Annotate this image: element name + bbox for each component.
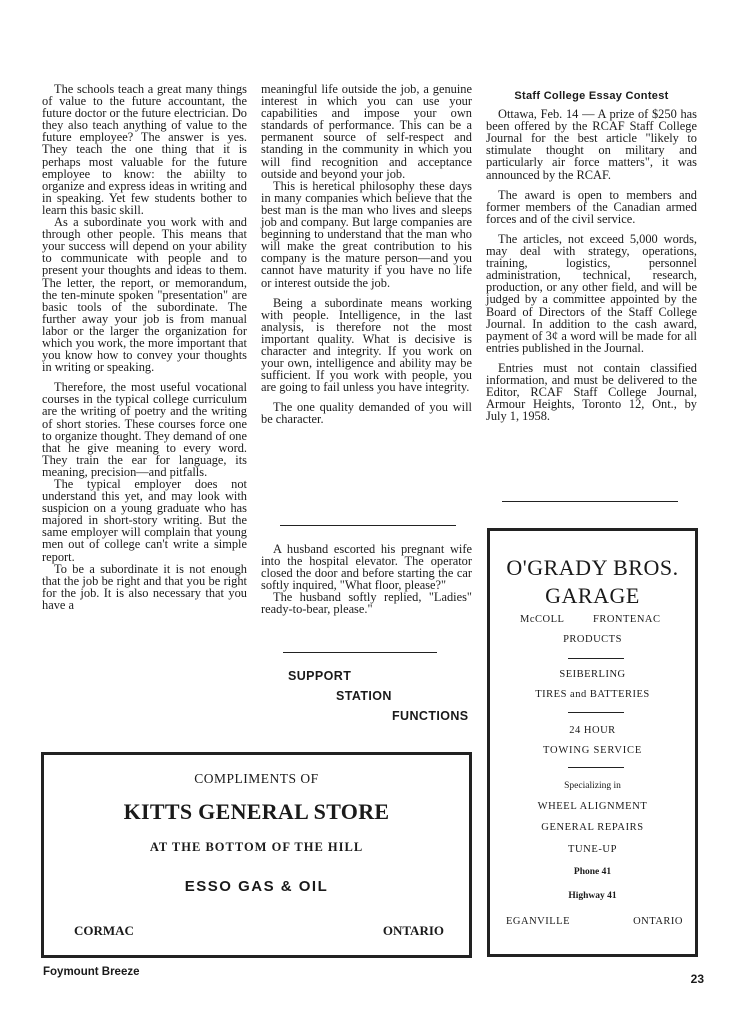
ad-compliments: COMPLIMENTS OF — [194, 771, 319, 786]
garage-name-line-1: O'GRADY BROS. — [506, 555, 679, 580]
ogrady-garage-ad — [487, 528, 698, 957]
tuneup-label: TUNE-UP — [567, 844, 618, 855]
divider — [568, 712, 624, 713]
hour-label: 24 HOUR — [569, 725, 616, 736]
article-paragraph: This is heretical philosophy these days in many companies which believe that the best man is the man who lives and sleeps job and company. But large companies are beginning to understand that the man who will make the great contribution to his company is the mature person—and you cannot have maturity if you have no life or interest outside the job. — [261, 178, 472, 290]
article-paragraph: As a subordinate you work with and through other people. This means that your success will depend on your ability to communicate with people and to present your thoughts and ideas to them. The letter, the report, or memorandum, the ten-minute spoken "presentation" are basic tools of the subordinate. The further away your job is from manual labor or the larger the organization for which you work, the more important that you know how to convey your thoughts in writing or speaking. — [42, 215, 247, 375]
seiberling-label: SEIBERLING — [559, 669, 626, 680]
article-paragraph: The one quality demanded of you will be character. — [261, 400, 472, 427]
garage-town: EGANVILLE — [506, 916, 570, 927]
highway-label: Highway 41 — [568, 891, 617, 901]
repairs-label: GENERAL REPAIRS — [541, 822, 644, 833]
publication-name: Foymount Breeze — [43, 966, 140, 978]
support-line-2: STATION — [336, 689, 392, 703]
divider — [283, 652, 437, 653]
article-paragraph: Being a subordinate means working with people. Intelligence, in the last analysis, is therefore not the most important quality. What is decisive is character and integrity. If you work on your own, intelligence and ability may be sufficient. If you work with people, you are going to fail unless you have integrity. — [261, 295, 472, 395]
support-line-1: SUPPORT — [288, 669, 352, 683]
divider — [568, 767, 624, 768]
joke-block — [261, 543, 472, 616]
towing-label: TOWING SERVICE — [542, 745, 643, 756]
joke-paragraph: A husband escorted his pregnant wife into the hospital elevator. The operator closed the door and before starting the car softly inquired, "What floor, please?" — [261, 542, 472, 593]
article-paragraph: The schools teach a great many things of value to the future accountant, the future doctor or the future electrician. Do they also teach anything of value to the future employee? The answer is yes. They teach the one thing that it is perhaps most valuable for the future employee to know: the abiilty to organize and express ideas in writing and in speaking. Yet few students bother to learn this basic skill. — [42, 82, 247, 217]
products-label: PRODUCTS — [563, 634, 622, 645]
kitts-general-store-ad — [41, 752, 472, 958]
store-town: CORMAC — [74, 923, 134, 938]
contest-article — [486, 90, 697, 422]
contest-paragraph: The articles, not exceed 5,000 words, may deal with strategy, operations, training, logistics, personnel administration, technical, research, production, or any other field, and will be judged by a committee appointed by the Board of Directors of the Staff College Journal. In addition to the cash award, payment of 3¢ a word will be made for all entries published in the Journal. — [486, 231, 697, 355]
contest-title: Staff College Essay Contest — [514, 90, 669, 102]
article-column-2 — [261, 83, 472, 426]
brand-mccoll: McCOLL — [520, 614, 565, 625]
store-location: AT THE BOTTOM OF THE HILL — [149, 840, 364, 854]
contest-paragraph: Ottawa, Feb. 14 — A prize of $250 has been offered by the RCAF Staff College Journal for the best article "likely to stimulate thought on military and particularly air force matters", it was announced by the RCAF. — [486, 107, 697, 182]
support-line-3: FUNCTIONS — [392, 709, 469, 723]
joke-paragraph: The husband softly replied, "Ladies" ready-to-bear, please." — [261, 590, 472, 617]
phone-label: Phone 41 — [573, 867, 612, 877]
store-name: KITTS GENERAL STORE — [123, 799, 390, 824]
garage-province: ONTARIO — [633, 916, 683, 927]
divider — [280, 525, 456, 526]
article-paragraph: meaningful life outside the job, a genuine interest in which you can use your capabilities and impose your own standards of performance. This can be a permanent source of self-respect and standing in the community in which you will find recognition and acceptance outside and beyond your job. — [261, 82, 472, 181]
store-province: ONTARIO — [382, 923, 444, 938]
wheel-label: WHEEL ALIGNMENT — [537, 801, 648, 812]
divider — [568, 658, 624, 659]
article-paragraph: The typical employer does not understand this yet, and may look with suspicion on a young graduate who has majored in short-story writing. But the same employer will complain that young men out of college can't write a simple report. — [42, 477, 247, 564]
contest-paragraph: The award is open to members and former members of the Canadian armed forces and of the civil service. — [486, 187, 697, 226]
garage-name-line-2: GARAGE — [545, 583, 640, 608]
specializing-label: Specializing in — [564, 781, 621, 791]
article-column-1 — [42, 83, 247, 611]
article-paragraph: To be a subordinate it is not enough that the job be right and that you be right for the job. It is also necessary that you have a — [42, 561, 247, 612]
contest-paragraph: Entries must not contain classified information, and must be delivered to the Editor, RCAF Staff College Journal, Armour Heights, Toronto 12, Ont., by July 1, 1958. — [486, 360, 697, 424]
page-number: 23 — [690, 972, 704, 986]
divider — [502, 501, 678, 502]
store-product: ESSO GAS & OIL — [184, 878, 329, 895]
tires-label: TIRES and BATTERIES — [535, 689, 650, 700]
article-paragraph: Therefore, the most useful vocational courses in the typical college curriculum are the writing of poetry and the writing of short stories. These courses force one to organize thought. They demand of one that he give meaning to every word. They train the ear for language, its meaning, precision—and pitfalls. — [42, 380, 247, 479]
brand-frontenac: FRONTENAC — [593, 614, 661, 625]
